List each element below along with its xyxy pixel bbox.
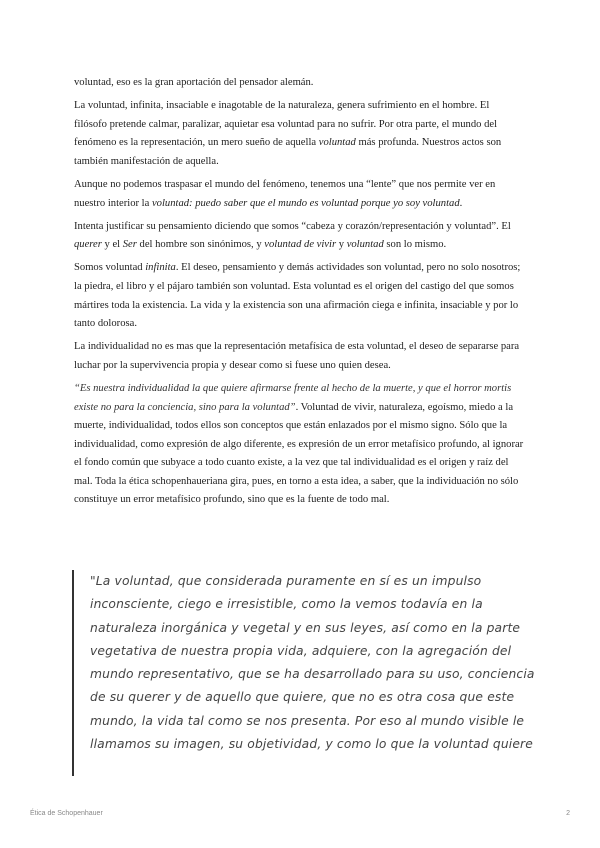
inline-quote: “Es nuestra individualidad la que quiere afirmarse frente al hecho de la muerte, y que el horror mortis existe no para la conciencia, sino para la voluntad” <box>74 382 512 413</box>
footer-title: Ética de Schopenhauer <box>30 810 103 817</box>
paragraph-0: voluntad, eso es la gran aportación del pensador alemán. <box>74 77 314 88</box>
block-quote-text: "La voluntad, que considerada puramente en sí es un impulso inconsciente, ciego e irresistible, como la vemos todavía en la naturaleza inorgánica y vegetal y en sus leyes, así como en la parte vegetativa de nuestra propia vida, adquiere, con la agregación del mundo representativo, que se ha desarrollado para su uso, conciencia de su querer y de aquello que quiere, que no es otra cosa que este mundo, la vida tal como se nos presenta. Por eso al mundo visible le llamamos su imagen, su objetividad, y como lo que la voluntad quiere <box>90 574 535 752</box>
emphasis: voluntad: puedo saber que el mundo es voluntad porque yo soy voluntad <box>151 197 460 209</box>
emphasis: voluntad <box>318 137 356 149</box>
paragraph-1: La voluntad, infinita, insaciable e inagotable de la naturaleza, genera sufrimiento en el hombre. El filósofo pretende calmar, paralizar, aquietar esa voluntad para no sufrir. Por otra parte, el mundo del fenómeno es la representación, un mero sueño de aquella voluntad más profunda. Nuestros actos son también manifestación de aquella. <box>74 100 502 167</box>
emphasis: querer <box>74 239 102 251</box>
emphasis: infinita <box>145 262 176 274</box>
paragraph-6: “Es nuestra individualidad la que quiere afirmarse frente al hecho de la muerte, y que el horror mortis existe no para la conciencia, sino para la voluntad”. Voluntad de vivir, naturaleza, egoísmo, miedo a la muerte, individualidad, todos ellos son conceptos que están enlazados por el mismo signo. Sólo que la individualidad, como expresión de algo diferente, es expresión de un error metafísico profundo, al ignorar el fondo común que subyace a todo cuanto existe, a la vez que tal individualidad es el origen y raíz del mal. Toda la ética schopenhaueriana gira, pues, en torno a esta idea, a saber, que la individuación no sólo constituye un error metafísico profundo, sino que es la fuente de todo mal. <box>74 382 524 506</box>
block-quote <box>72 570 535 776</box>
page-number: 2 <box>566 810 570 817</box>
paragraph-4: Somos voluntad infinita. El deseo, pensamiento y demás actividades son voluntad, pero no solo nosotros; la piedra, el libro y el pájaro también son voluntad. Esta voluntad es el origen del castigo del que somos mártires toda la existencia. La vida y la existencia son una afirmación ciega e infinita, insaciable y por lo tanto dolorosa. <box>74 262 521 330</box>
paragraph-2: Aunque no podemos traspasar el mundo del fenómeno, tenemos una “lente” que nos permite ver en nuestro interior la voluntad: puedo saber que el mundo es voluntad porque yo soy voluntad. <box>74 178 496 209</box>
emphasis: voluntad de vivir <box>264 239 337 251</box>
paragraph-5: La individualidad no es mas que la representación metafísica de esta voluntad, el deseo de separarse para luchar por la supervivencia propia y desear como si fuese uno quien desea. <box>74 341 520 371</box>
paragraph-3: Intenta justificar su pensamiento diciendo que somos “cabeza y corazón/representación y voluntad”. El querer y el Ser del hombre son sinónimos, y voluntad de vivir y voluntad son lo mismo. <box>74 220 511 251</box>
emphasis: voluntad <box>346 239 384 251</box>
body-text <box>74 74 524 515</box>
emphasis: Ser <box>122 239 137 251</box>
